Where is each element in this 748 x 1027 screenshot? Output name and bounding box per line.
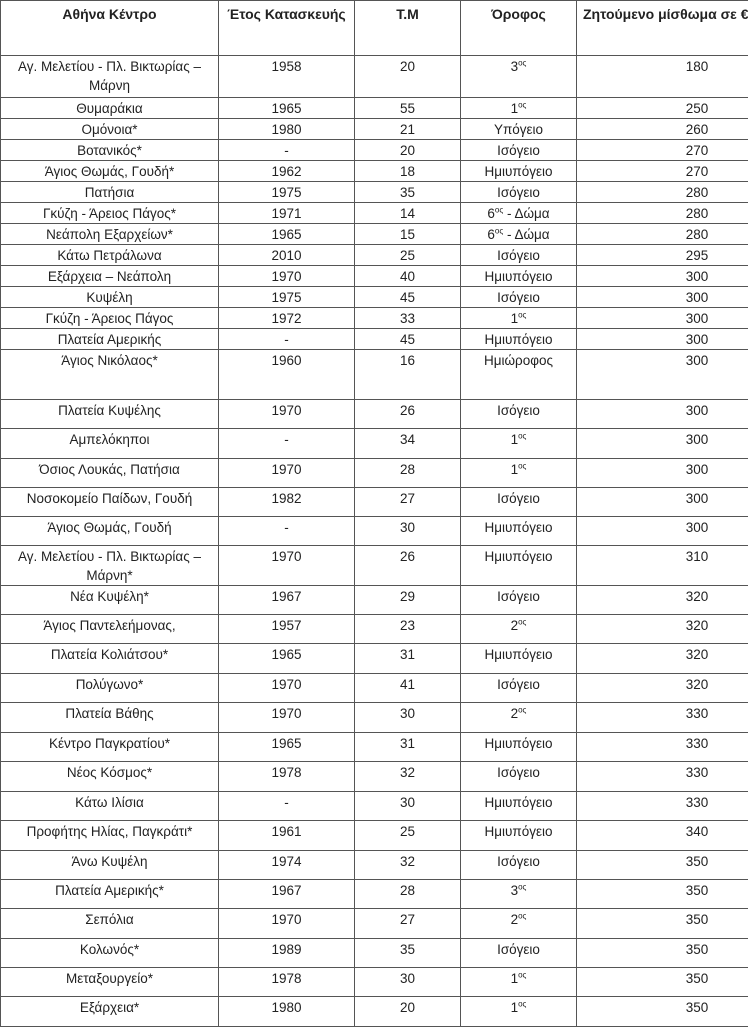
table-row bbox=[1, 909, 748, 939]
rent-cell: 250 bbox=[577, 98, 748, 119]
area-cell: Μεταξουργείο* bbox=[1, 968, 219, 997]
header-area: Αθήνα Κέντρο bbox=[1, 1, 219, 56]
area-cell: Άγιος Νικόλαος* bbox=[1, 350, 219, 400]
area-cell: Άγιος Θωμάς, Γουδή bbox=[1, 517, 219, 546]
sqm-cell: 29 bbox=[355, 586, 461, 615]
area-cell: Γκύζη - Άρειος Πάγος* bbox=[1, 203, 219, 224]
table-row bbox=[1, 586, 748, 615]
rent-cell: 270 bbox=[577, 161, 748, 182]
sqm-cell: 30 bbox=[355, 517, 461, 546]
floor-cell: $2^{o\varsigma}$ bbox=[461, 703, 577, 733]
floor-cell: Ισόγειο bbox=[461, 586, 577, 615]
rent-cell: 260 bbox=[577, 119, 748, 140]
rent-cell: 310 bbox=[577, 546, 748, 586]
rent-cell: 330 bbox=[577, 762, 748, 792]
area-cell: Πολύγωνο* bbox=[1, 674, 219, 703]
year-cell: 1980 bbox=[219, 997, 355, 1027]
sqm-cell: 16 bbox=[355, 350, 461, 400]
table-row bbox=[1, 851, 748, 880]
rent-cell: 300 bbox=[577, 266, 748, 287]
area-cell: Νοσοκομείο Παίδων, Γουδή bbox=[1, 488, 219, 517]
table-row bbox=[1, 968, 748, 997]
table-row bbox=[1, 224, 748, 245]
area-cell: Πλατεία Κολιάτσου* bbox=[1, 644, 219, 674]
table-row bbox=[1, 517, 748, 546]
sqm-cell: 31 bbox=[355, 644, 461, 674]
floor-cell: Ημιυπόγειο bbox=[461, 733, 577, 762]
year-cell: 1980 bbox=[219, 119, 355, 140]
sqm-cell: 23 bbox=[355, 615, 461, 644]
sqm-cell: 40 bbox=[355, 266, 461, 287]
floor-cell: Ημιυπόγειο bbox=[461, 161, 577, 182]
sqm-cell: 41 bbox=[355, 674, 461, 703]
rent-cell: 350 bbox=[577, 968, 748, 997]
table-row bbox=[1, 245, 748, 266]
sqm-cell: 15 bbox=[355, 224, 461, 245]
year-cell: 1962 bbox=[219, 161, 355, 182]
table-row bbox=[1, 161, 748, 182]
table-body bbox=[1, 56, 748, 1027]
floor-cell: $1^{o\varsigma}$ bbox=[461, 98, 577, 119]
year-cell: 1971 bbox=[219, 203, 355, 224]
floor-cell: Ισόγειο bbox=[461, 182, 577, 203]
floor-cell: Ημιυπόγειο bbox=[461, 517, 577, 546]
header-year: Έτος Κατασκευής bbox=[219, 1, 355, 56]
table-row bbox=[1, 182, 748, 203]
area-cell: Πλατεία Κυψέλης bbox=[1, 400, 219, 429]
year-cell: 1967 bbox=[219, 586, 355, 615]
year-cell: 1978 bbox=[219, 762, 355, 792]
floor-cell: $2^{o\varsigma}$ bbox=[461, 615, 577, 644]
year-cell: 1961 bbox=[219, 821, 355, 851]
floor-cell: Ημιυπόγειο bbox=[461, 792, 577, 821]
year-cell: - bbox=[219, 140, 355, 161]
header-floor: Όροφος bbox=[461, 1, 577, 56]
floor-cell: Ισόγειο bbox=[461, 851, 577, 880]
year-cell: 1958 bbox=[219, 56, 355, 98]
floor-cell: $3^{o\varsigma}$ bbox=[461, 880, 577, 909]
rent-cell: 350 bbox=[577, 997, 748, 1027]
rent-cell: 350 bbox=[577, 939, 748, 968]
table-row bbox=[1, 674, 748, 703]
sqm-cell: 27 bbox=[355, 909, 461, 939]
area-cell: Εξάρχεια – Νεάπολη bbox=[1, 266, 219, 287]
area-cell: Άγιος Θωμάς, Γουδή* bbox=[1, 161, 219, 182]
year-cell: 1975 bbox=[219, 287, 355, 308]
year-cell: 1978 bbox=[219, 968, 355, 997]
table-row bbox=[1, 762, 748, 792]
rent-cell: 280 bbox=[577, 203, 748, 224]
rent-cell: 320 bbox=[577, 586, 748, 615]
sqm-cell: 45 bbox=[355, 287, 461, 308]
rent-cell: 270 bbox=[577, 140, 748, 161]
table-row bbox=[1, 459, 748, 488]
year-cell: - bbox=[219, 429, 355, 459]
rent-cell: 300 bbox=[577, 488, 748, 517]
table-row bbox=[1, 119, 748, 140]
year-cell: 1965 bbox=[219, 224, 355, 245]
floor-cell: Ημιυπόγειο bbox=[461, 644, 577, 674]
year-cell: 1965 bbox=[219, 644, 355, 674]
floor-cell: Ημιώροφος bbox=[461, 350, 577, 400]
table-row bbox=[1, 615, 748, 644]
year-cell: 1970 bbox=[219, 400, 355, 429]
year-cell: 1970 bbox=[219, 703, 355, 733]
year-cell: 1972 bbox=[219, 308, 355, 329]
year-cell: 2010 bbox=[219, 245, 355, 266]
table-row bbox=[1, 792, 748, 821]
floor-cell: Ημιυπόγειο bbox=[461, 329, 577, 350]
rent-cell: 300 bbox=[577, 400, 748, 429]
area-cell: Βοτανικός* bbox=[1, 140, 219, 161]
area-cell: Νεάπολη Εξαρχείων* bbox=[1, 224, 219, 245]
rent-cell: 295 bbox=[577, 245, 748, 266]
sqm-cell: 30 bbox=[355, 703, 461, 733]
floor-cell: $6^{o\varsigma}$ - Δώμα bbox=[461, 224, 577, 245]
year-cell: - bbox=[219, 517, 355, 546]
year-cell: 1970 bbox=[219, 459, 355, 488]
floor-cell: Ισόγειο bbox=[461, 488, 577, 517]
rent-cell: 300 bbox=[577, 429, 748, 459]
sqm-cell: 25 bbox=[355, 821, 461, 851]
year-cell: 1960 bbox=[219, 350, 355, 400]
year-cell: 1965 bbox=[219, 733, 355, 762]
rent-cell: 300 bbox=[577, 517, 748, 546]
table-row bbox=[1, 703, 748, 733]
table-row bbox=[1, 997, 748, 1027]
year-cell: 1974 bbox=[219, 851, 355, 880]
table-row bbox=[1, 329, 748, 350]
floor-cell: Υπόγειο bbox=[461, 119, 577, 140]
floor-cell: Ισόγειο bbox=[461, 245, 577, 266]
header-sqm: Τ.Μ bbox=[355, 1, 461, 56]
floor-cell: $1^{o\varsigma}$ bbox=[461, 308, 577, 329]
area-cell: Κάτω Πετράλωνα bbox=[1, 245, 219, 266]
area-cell: Αγ. Μελετίου - Πλ. Βικτωρίας – Μάρνη* bbox=[1, 546, 219, 586]
sqm-cell: 20 bbox=[355, 56, 461, 98]
rent-cell: 350 bbox=[577, 909, 748, 939]
sqm-cell: 14 bbox=[355, 203, 461, 224]
area-cell: Όσιος Λουκάς, Πατήσια bbox=[1, 459, 219, 488]
year-cell: 1967 bbox=[219, 880, 355, 909]
sqm-cell: 35 bbox=[355, 939, 461, 968]
floor-cell: $1^{o\varsigma}$ bbox=[461, 429, 577, 459]
year-cell: - bbox=[219, 329, 355, 350]
year-cell: 1970 bbox=[219, 909, 355, 939]
floor-cell: Ισόγειο bbox=[461, 762, 577, 792]
header-row bbox=[1, 1, 748, 56]
rent-cell: 350 bbox=[577, 851, 748, 880]
table-row bbox=[1, 203, 748, 224]
table-row bbox=[1, 644, 748, 674]
area-cell: Νέα Κυψέλη* bbox=[1, 586, 219, 615]
table-row bbox=[1, 400, 748, 429]
sqm-cell: 20 bbox=[355, 140, 461, 161]
floor-cell: Ισόγειο bbox=[461, 140, 577, 161]
year-cell: - bbox=[219, 792, 355, 821]
rent-cell: 320 bbox=[577, 644, 748, 674]
floor-cell: Ισόγειο bbox=[461, 400, 577, 429]
area-cell: Κέντρο Παγκρατίου* bbox=[1, 733, 219, 762]
area-cell: Θυμαράκια bbox=[1, 98, 219, 119]
year-cell: 1957 bbox=[219, 615, 355, 644]
sqm-cell: 45 bbox=[355, 329, 461, 350]
table-row bbox=[1, 488, 748, 517]
area-cell: Άνω Κυψέλη bbox=[1, 851, 219, 880]
table-row bbox=[1, 266, 748, 287]
area-cell: Εξάρχεια* bbox=[1, 997, 219, 1027]
sqm-cell: 31 bbox=[355, 733, 461, 762]
rent-cell: 280 bbox=[577, 224, 748, 245]
rent-cell: 350 bbox=[577, 880, 748, 909]
floor-cell: $3^{o\varsigma}$ bbox=[461, 56, 577, 98]
sqm-cell: 32 bbox=[355, 762, 461, 792]
sqm-cell: 55 bbox=[355, 98, 461, 119]
table-row bbox=[1, 98, 748, 119]
table-row bbox=[1, 733, 748, 762]
year-cell: 1965 bbox=[219, 98, 355, 119]
floor-cell: Ημιυπόγειο bbox=[461, 821, 577, 851]
rent-cell: 320 bbox=[577, 615, 748, 644]
header-rent: Ζητούμενο μίσθωμα σε € bbox=[577, 1, 748, 56]
floor-cell: $1^{o\varsigma}$ bbox=[461, 459, 577, 488]
table-row bbox=[1, 429, 748, 459]
floor-cell: $6^{o\varsigma}$ - Δώμα bbox=[461, 203, 577, 224]
table-row bbox=[1, 821, 748, 851]
area-cell: Σεπόλια bbox=[1, 909, 219, 939]
floor-cell: Ημιυπόγειο bbox=[461, 266, 577, 287]
area-cell: Αγ. Μελετίου - Πλ. Βικτωρίας – Μάρνη bbox=[1, 56, 219, 98]
area-cell: Κολωνός* bbox=[1, 939, 219, 968]
table-row bbox=[1, 56, 748, 98]
table-row bbox=[1, 287, 748, 308]
area-cell: Αμπελόκηποι bbox=[1, 429, 219, 459]
sqm-cell: 33 bbox=[355, 308, 461, 329]
floor-cell: Ισόγειο bbox=[461, 674, 577, 703]
rent-cell: 280 bbox=[577, 182, 748, 203]
area-cell: Προφήτης Ηλίας, Παγκράτι* bbox=[1, 821, 219, 851]
table-row bbox=[1, 308, 748, 329]
table-row bbox=[1, 880, 748, 909]
year-cell: 1970 bbox=[219, 674, 355, 703]
table-row bbox=[1, 939, 748, 968]
sqm-cell: 32 bbox=[355, 851, 461, 880]
year-cell: 1975 bbox=[219, 182, 355, 203]
area-cell: Νέος Κόσμος* bbox=[1, 762, 219, 792]
sqm-cell: 28 bbox=[355, 880, 461, 909]
sqm-cell: 30 bbox=[355, 792, 461, 821]
area-cell: Πλατεία Αμερικής bbox=[1, 329, 219, 350]
year-cell: 1970 bbox=[219, 546, 355, 586]
sqm-cell: 34 bbox=[355, 429, 461, 459]
rent-cell: 330 bbox=[577, 733, 748, 762]
area-cell: Ομόνοια* bbox=[1, 119, 219, 140]
rent-cell: 300 bbox=[577, 350, 748, 400]
year-cell: 1989 bbox=[219, 939, 355, 968]
sqm-cell: 20 bbox=[355, 997, 461, 1027]
area-cell: Άγιος Παντελεήμονας, bbox=[1, 615, 219, 644]
sqm-cell: 26 bbox=[355, 546, 461, 586]
rent-cell: 340 bbox=[577, 821, 748, 851]
sqm-cell: 18 bbox=[355, 161, 461, 182]
floor-cell: Ημιυπόγειο bbox=[461, 546, 577, 586]
year-cell: 1982 bbox=[219, 488, 355, 517]
sqm-cell: 21 bbox=[355, 119, 461, 140]
area-cell: Κυψέλη bbox=[1, 287, 219, 308]
rent-cell: 180 bbox=[577, 56, 748, 98]
floor-cell: $1^{o\varsigma}$ bbox=[461, 968, 577, 997]
floor-cell: Ισόγειο bbox=[461, 939, 577, 968]
rent-cell: 300 bbox=[577, 329, 748, 350]
area-cell: Γκύζη - Άρειος Πάγος bbox=[1, 308, 219, 329]
rent-cell: 320 bbox=[577, 674, 748, 703]
area-cell: Πλατεία Αμερικής* bbox=[1, 880, 219, 909]
sqm-cell: 26 bbox=[355, 400, 461, 429]
table-row bbox=[1, 140, 748, 161]
floor-cell: $2^{o\varsigma}$ bbox=[461, 909, 577, 939]
floor-cell: Ισόγειο bbox=[461, 287, 577, 308]
table-row bbox=[1, 546, 748, 586]
sqm-cell: 30 bbox=[355, 968, 461, 997]
area-cell: Πατήσια bbox=[1, 182, 219, 203]
year-cell: 1970 bbox=[219, 266, 355, 287]
rent-cell: 300 bbox=[577, 459, 748, 488]
sqm-cell: 35 bbox=[355, 182, 461, 203]
rent-cell: 330 bbox=[577, 792, 748, 821]
sqm-cell: 27 bbox=[355, 488, 461, 517]
rent-cell: 330 bbox=[577, 703, 748, 733]
rent-cell: 300 bbox=[577, 287, 748, 308]
sqm-cell: 25 bbox=[355, 245, 461, 266]
floor-cell: $1^{o\varsigma}$ bbox=[461, 997, 577, 1027]
sqm-cell: 28 bbox=[355, 459, 461, 488]
rent-cell: 300 bbox=[577, 308, 748, 329]
table-row bbox=[1, 350, 748, 400]
area-cell: Κάτω Ιλίσια bbox=[1, 792, 219, 821]
area-cell: Πλατεία Βάθης bbox=[1, 703, 219, 733]
